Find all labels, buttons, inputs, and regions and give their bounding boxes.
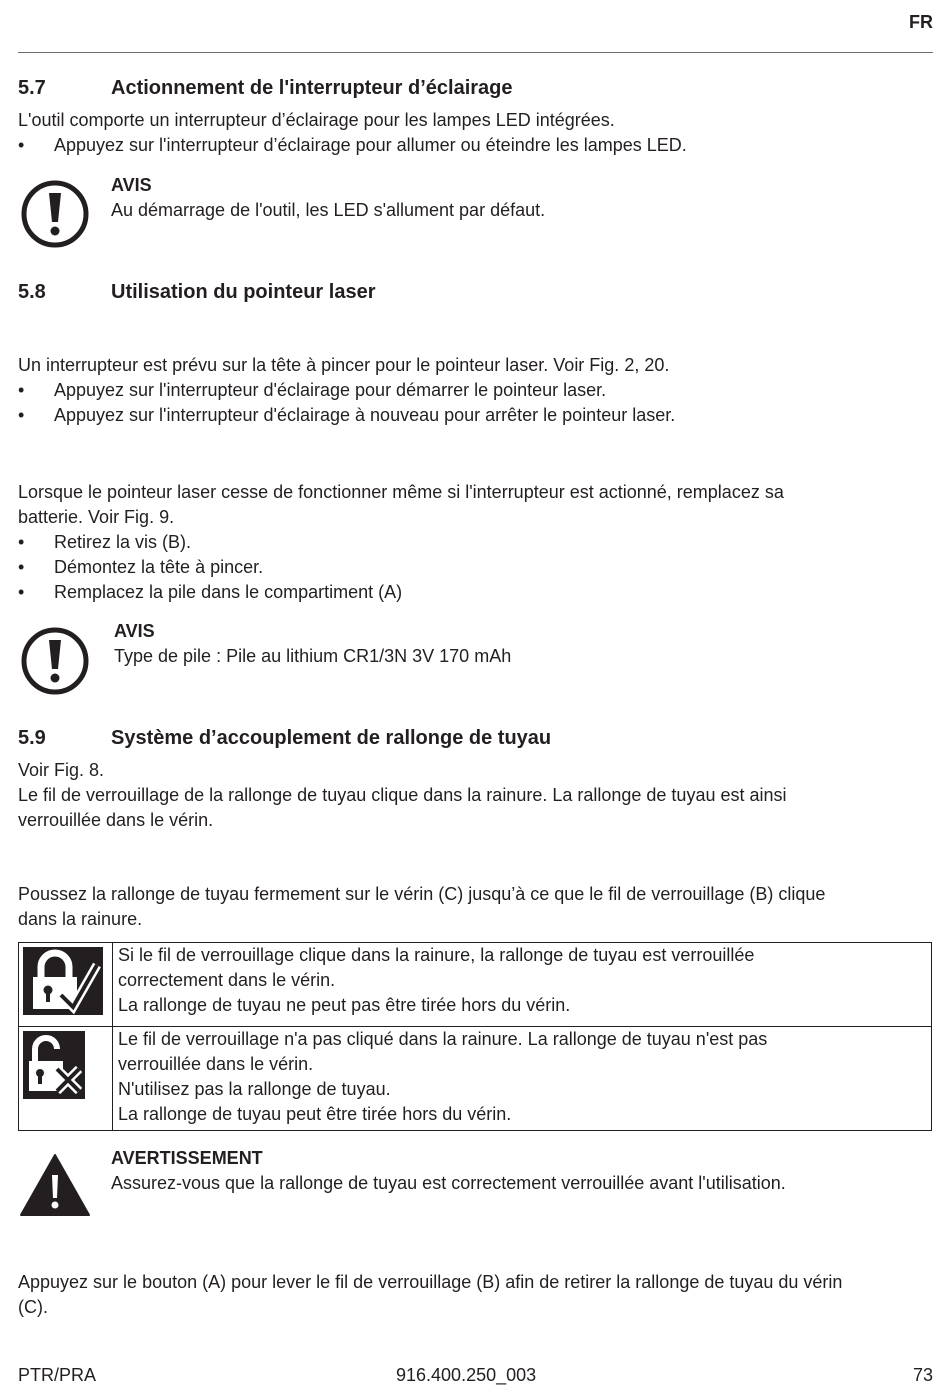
- warning-icon: [20, 1153, 90, 1217]
- lock-status-table: [18, 942, 932, 1131]
- table-line: La rallonge de tuyau ne peut pas être tirée hors du vérin.: [118, 995, 571, 1015]
- table-cell: [113, 943, 932, 1027]
- locked-check-icon: [23, 947, 103, 1015]
- paragraph: verrouillée dans le vérin.: [18, 810, 214, 830]
- paragraph: batterie. Voir Fig. 9.: [18, 507, 175, 527]
- header-rule: [18, 52, 933, 53]
- list-item: • Appuyez sur l'interrupteur d'éclairage à nouveau pour arrêter le pointeur laser.: [18, 405, 676, 425]
- table-line: Si le fil de verrouillage clique dans la rainure, la rallonge de tuyau est verrouillée: [118, 945, 755, 965]
- notice-icon: [20, 179, 90, 249]
- paragraph: Voir Fig. 8.: [18, 760, 105, 780]
- paragraph: Poussez la rallonge de tuyau fermement sur le vérin (C) jusqu’à ce que le fil de verrouillage (B) clique: [18, 884, 826, 904]
- section-number: 5.8: [18, 281, 46, 303]
- warning-text: Assurez-vous que la rallonge de tuyau est correctement verrouillée avant l'utilisation.: [111, 1173, 786, 1193]
- notice-icon: [20, 626, 90, 696]
- section-number: 5.7: [18, 77, 46, 99]
- notice-title: AVIS: [111, 175, 152, 195]
- paragraph: Un interrupteur est prévu sur la tête à pincer pour le pointeur laser. Voir Fig. 2, 20.: [18, 355, 670, 375]
- paragraph: L'outil comporte un interrupteur d’éclairage pour les lampes LED intégrées.: [18, 110, 615, 130]
- notice-title: AVIS: [114, 621, 155, 641]
- list-item: • Retirez la vis (B).: [18, 532, 192, 552]
- table-line: Le fil de verrouillage n'a pas cliqué dans la rainure. La rallonge de tuyau n'est pas: [118, 1029, 768, 1049]
- table-line: La rallonge de tuyau peut être tirée hors du vérin.: [118, 1104, 512, 1124]
- table-line: N'utilisez pas la rallonge de tuyau.: [118, 1079, 391, 1099]
- section-title: Utilisation du pointeur laser: [111, 281, 376, 303]
- section-number: 5.9: [18, 727, 46, 749]
- table-row: [19, 1027, 932, 1131]
- section-title: Actionnement de l'interrupteur d’éclairage: [111, 77, 513, 99]
- notice-text: Type de pile : Pile au lithium CR1/3N 3V 170 mAh: [114, 646, 512, 666]
- language-tag: FR: [909, 12, 933, 32]
- paragraph: Le fil de verrouillage de la rallonge de tuyau clique dans la rainure. La rallonge de tuyau est ainsi: [18, 785, 787, 805]
- table-cell: [113, 1027, 932, 1131]
- warning-title: AVERTISSEMENT: [111, 1148, 263, 1168]
- list-item: • Appuyez sur l'interrupteur d’éclairage pour allumer ou éteindre les lampes LED.: [18, 135, 687, 155]
- paragraph: dans la rainure.: [18, 909, 143, 929]
- table-cell: [19, 943, 113, 1027]
- list-item: • Remplacez la pile dans le compartiment (A): [18, 582, 403, 602]
- list-item: • Démontez la tête à pincer.: [18, 557, 264, 577]
- paragraph: Appuyez sur le bouton (A) pour lever le fil de verrouillage (B) afin de retirer la rallonge de tuyau du vérin: [18, 1272, 843, 1292]
- table-line: correctement dans le vérin.: [118, 970, 336, 990]
- page-number: 73: [912, 1365, 933, 1385]
- list-item: • Appuyez sur l'interrupteur d'éclairage pour démarrer le pointeur laser.: [18, 380, 607, 400]
- notice-text: Au démarrage de l'outil, les LED s'allument par défaut.: [111, 200, 546, 220]
- paragraph: Lorsque le pointeur laser cesse de fonctionner même si l'interrupteur est actionné, remplacez sa: [18, 482, 784, 502]
- paragraph: (C).: [18, 1297, 48, 1317]
- footer-doc-number: 916.400.250_003: [396, 1365, 537, 1385]
- table-line: verrouillée dans le vérin.: [118, 1054, 314, 1074]
- footer-model: PTR/PRA: [18, 1365, 97, 1385]
- unlocked-cross-icon: [23, 1031, 85, 1099]
- section-title: Système d’accouplement de rallonge de tuyau: [111, 727, 552, 749]
- table-row: [19, 943, 932, 1027]
- table-cell: [19, 1027, 113, 1131]
